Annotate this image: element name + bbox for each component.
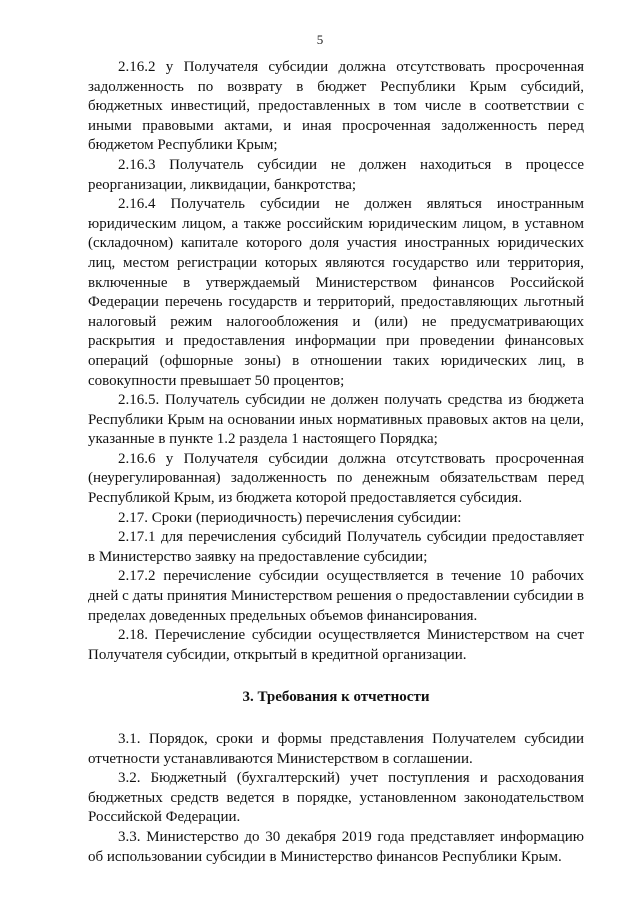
clause-2-18: 2.18. Перечисление субсидии осуществляется Министерством на счет Получателя субсидии, открытый в кредитной организации.: [88, 627, 584, 663]
clause-2-17: 2.17. Сроки (периодичность) перечисления субсидии:: [118, 509, 462, 526]
clause-2-16-6: 2.16.6 у Получателя субсидии должна отсутствовать просроченная (неурегулированная) задолженность по денежным обязательствам перед Республикой Крым, из бюджета которой предоставляется субсидия.: [88, 450, 584, 507]
clause-3-3: 3.3. Министерство до 30 декабря 2019 года представляет информацию об использовании субсидии в Министерство финансов Республики Крым.: [88, 828, 584, 865]
clause-2-16-2: 2.16.2 у Получателя субсидии должна отсутствовать просроченная задолженность по возврату в бюджет Республики Крым субсидий, бюджетных инвестиций, предоставленных в том числе в соответствии с иными правовыми актами, и иная просроченная задолженность перед бюджетом Республики Крым;: [88, 59, 584, 154]
clause-2-16-3: 2.16.3 Получатель субсидии не должен находиться в процессе реорганизации, ликвидации, банкротства;: [88, 156, 584, 193]
clause-2-16-5: 2.16.5. Получатель субсидии не должен получать средства из бюджета Республики Крым на основании иных нормативных правовых актов на цели, указанные в пункте 1.2 раздела 1 настоящего Порядка;: [88, 392, 584, 448]
clause-2-17-1: 2.17.1 для перечисления субсидий Получатель субсидии предоставляет в Министерство заявку на предоставление субсидии;: [88, 529, 584, 565]
page-number: 5: [316, 32, 324, 47]
clause-3-1: 3.1. Порядок, сроки и формы представления Получателем субсидии отчетности устанавливаются Министерством в соглашении.: [88, 731, 584, 767]
document-body: [88, 58, 584, 867]
clause-2-16-4: 2.16.4 Получатель субсидии не должен являться иностранным юридическим лицом, а также российским юридическим лицом, в уставном (складочном) капитале которого доля участия иностранных юридических лиц, местом регистрации которых являются государство или территория, включенные в утверждаемый Министерством финансов Российской Федерации перечень государств и территорий, предоставляющих льготный налоговый режим налогообложения и (или) не предусматривающих раскрытия и предоставления информации при проведении финансовых операций (офшорные зоны) в отношении таких юридических лиц, в совокупности превышает 50 процентов;: [88, 196, 584, 389]
clause-2-17-2: 2.17.2 перечисление субсидии осуществляется в течение 10 рабочих дней с даты принятия Министерством решения о предоставлении субсидии в пределах доведенных предельных объемов финансирования.: [88, 568, 584, 624]
clause-3-2: 3.2. Бюджетный (бухгалтерский) учет поступления и расходования бюджетных средств ведется в порядке, установленном законодательством Российской Федерации.: [88, 770, 584, 826]
section-heading: 3. Требования к отчетности: [242, 689, 430, 706]
